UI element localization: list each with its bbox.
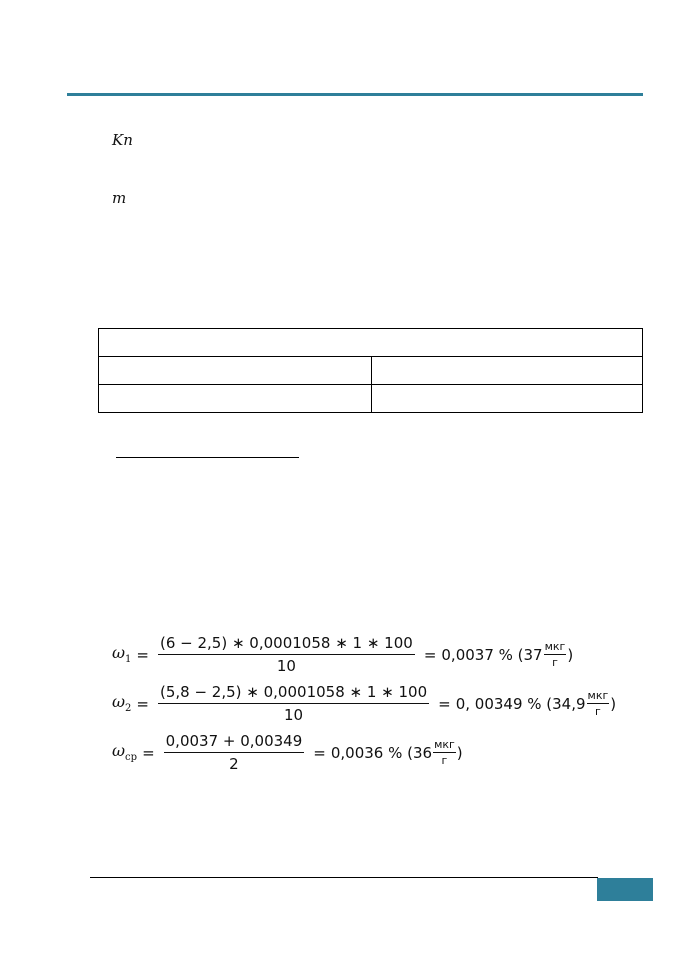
data-table <box>98 328 643 413</box>
table-row <box>99 329 643 357</box>
equation-denominator: 2 <box>229 755 239 773</box>
underline-rule <box>116 457 299 458</box>
equation-result: 0, 00349 % (34,9 <box>455 694 586 713</box>
equation-numerator: (6 − 2,5) ∗ 0,0001058 ∗ 1 ∗ 100 <box>158 634 415 655</box>
symbol-kn: Kn <box>112 131 133 149</box>
equation-numerator: 0,0037 + 0,00349 <box>164 732 305 753</box>
unit-fraction: $\frac{\text{мкг}}{г}$ <box>544 640 566 669</box>
equation-fraction <box>164 732 305 773</box>
equation-omega-1: $\omega_1$ = $\frac{(6 - 2,5) ∗ 0,0001058 ∗ 1 ∗ 100}{10}$ = 0,0037 % (37 $\frac{\text{мкг}}{г}$ ) <box>112 634 574 675</box>
equation-lhs: $\omega_1$ <box>112 643 132 666</box>
equation-fraction <box>158 683 429 724</box>
symbol-m: m <box>112 189 127 207</box>
table-cell <box>99 357 372 385</box>
unit-fraction: $\frac{\text{мкг}}{г}$ <box>434 738 455 767</box>
table-row <box>99 357 643 385</box>
footer-rule <box>90 877 598 878</box>
equation-denominator: 10 <box>284 706 304 724</box>
equation-result: 0,0036 % (36 <box>330 743 433 762</box>
equation-numerator: (5,8 − 2,5) ∗ 0,0001058 ∗ 1 ∗ 100 <box>158 683 429 704</box>
table-cell <box>99 385 372 413</box>
equation-denominator: 10 <box>276 657 296 675</box>
table-cell <box>372 357 643 385</box>
table-row <box>99 385 643 413</box>
equation-lhs: $\omega_{ср}$ <box>112 741 138 764</box>
header-rule <box>67 93 643 96</box>
equation-fraction <box>158 634 415 675</box>
footer-page-block <box>597 878 653 901</box>
equation-omega-avg: $\omega_{ср}$ = $\frac{0,0037 + 0,00349}{2}$ = 0,0036 % (36 $\frac{\text{мкг}}{г}$ ) <box>112 732 463 773</box>
unit-fraction: $\frac{\text{мкг}}{г}$ <box>587 689 609 718</box>
equation-omega-2: $\omega_2$ = $\frac{(5,8 - 2,5) ∗ 0,0001058 ∗ 1 ∗ 100}{10}$ = 0, 00349 % (34,9 $\frac{\text{мкг}}{г}$ ) <box>112 683 617 724</box>
equation-result: 0,0037 % (37 <box>441 645 543 664</box>
table-cell <box>372 385 643 413</box>
equation-lhs: $\omega_2$ <box>112 692 132 715</box>
table-header-cell <box>99 329 643 357</box>
